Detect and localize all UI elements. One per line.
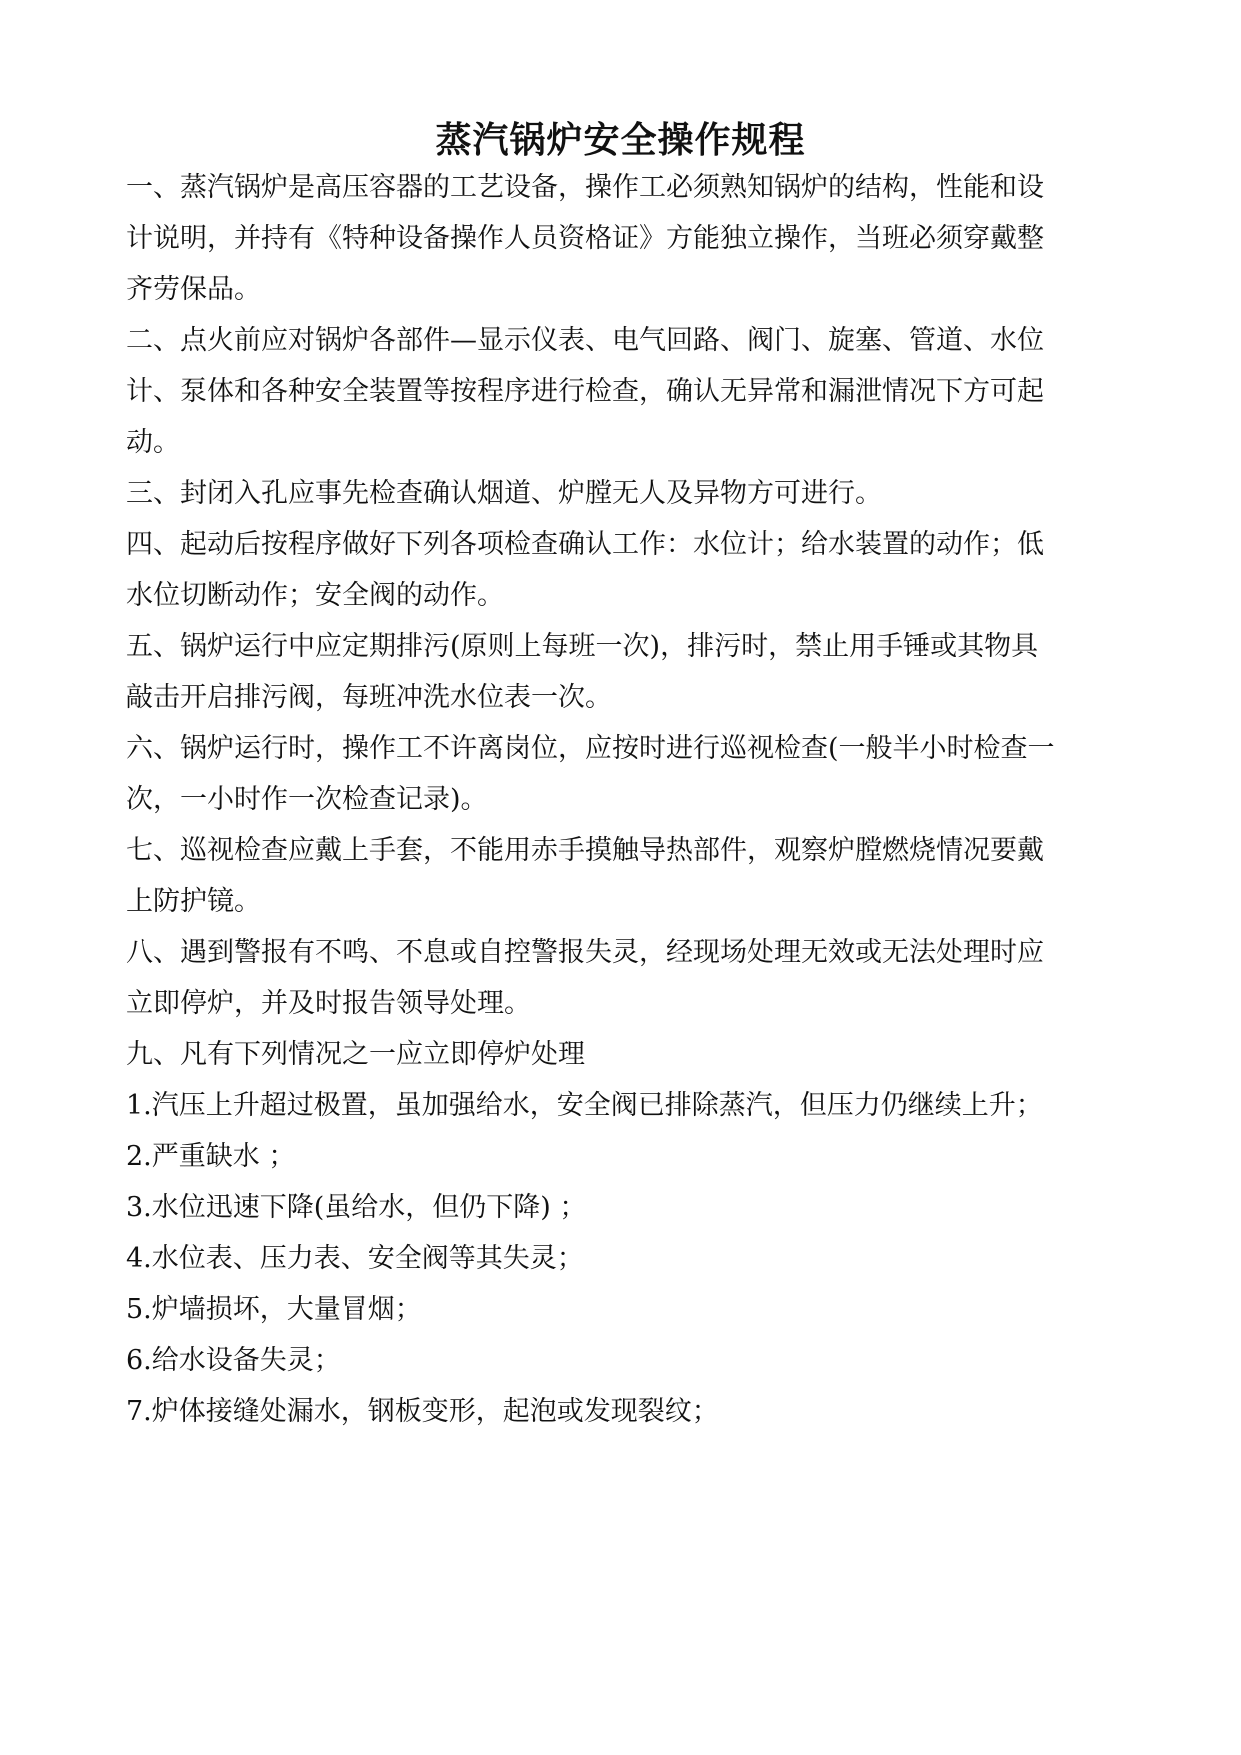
text-line: 5.炉墙损坏，大量冒烟；: [126, 1294, 422, 1325]
text-line: 上防护镜。: [126, 886, 261, 917]
text-line: 九、凡有下列情况之一应立即停炉处理: [126, 1039, 585, 1070]
text-line: 立即停炉，并及时报告领导处理。: [126, 988, 531, 1019]
text-line: 计说明，并持有《特种设备操作人员资格证》方能独立操作，当班必须穿戴整: [126, 223, 1044, 254]
text-line: 6.给水设备失灵；: [126, 1345, 341, 1376]
text-line: 计、泵体和各种安全装置等按程序进行检查，确认无异常和漏泄情况下方可起: [126, 376, 1044, 407]
text-line: 2.严重缺水 ；: [126, 1141, 296, 1172]
text-line: 水位切断动作；安全阀的动作。: [126, 580, 504, 611]
text-line: 八、遇到警报有不鸣、不息或自控警报失灵，经现场处理无效或无法处理时应: [126, 937, 1044, 968]
text-line: 动。: [126, 427, 180, 458]
text-line: 4.水位表、压力表、安全阀等其失灵；: [126, 1243, 584, 1274]
text-line: 3.水位迅速下降(虽给水，但仍下降) ；: [126, 1192, 587, 1223]
text-line: 次，一小时作一次检查记录)。: [126, 784, 488, 815]
text-line: 齐劳保品。: [126, 274, 261, 305]
text-line: 五、锅炉运行中应定期排污(原则上每班一次)，排污时，禁止用手锤或其物具: [126, 631, 1039, 662]
text-line: 四、起动后按程序做好下列各项检查确认工作：水位计；给水装置的动作；低: [126, 529, 1044, 560]
text-line: 7.炉体接缝处漏水，钢板变形，起泡或发现裂纹；: [126, 1396, 719, 1427]
text-line: 三、封闭入孔应事先检查确认烟道、炉膛无人及异物方可进行。: [126, 478, 882, 509]
text-line: 二、点火前应对锅炉各部件—显示仪表、电气回路、阀门、旋塞、管道、水位: [126, 325, 1044, 356]
text-line: 七、巡视检查应戴上手套，不能用赤手摸触导热部件，观察炉膛燃烧情况要戴: [126, 835, 1044, 866]
text-line: 1.汽压上升超过极置，虽加强给水，安全阀已排除蒸汽，但压力仍继续上升；: [126, 1090, 1043, 1121]
text-line: 一、蒸汽锅炉是高压容器的工艺设备，操作工必须熟知锅炉的结构，性能和设: [126, 172, 1044, 203]
page-title: 蒸汽锅炉安全操作规程: [435, 119, 806, 161]
text-line: 六、锅炉运行时，操作工不许离岗位，应按时进行巡视检查(一般半小时检查一: [126, 733, 1055, 764]
text-line: 敲击开启排污阀，每班冲洗水位表一次。: [126, 682, 612, 713]
